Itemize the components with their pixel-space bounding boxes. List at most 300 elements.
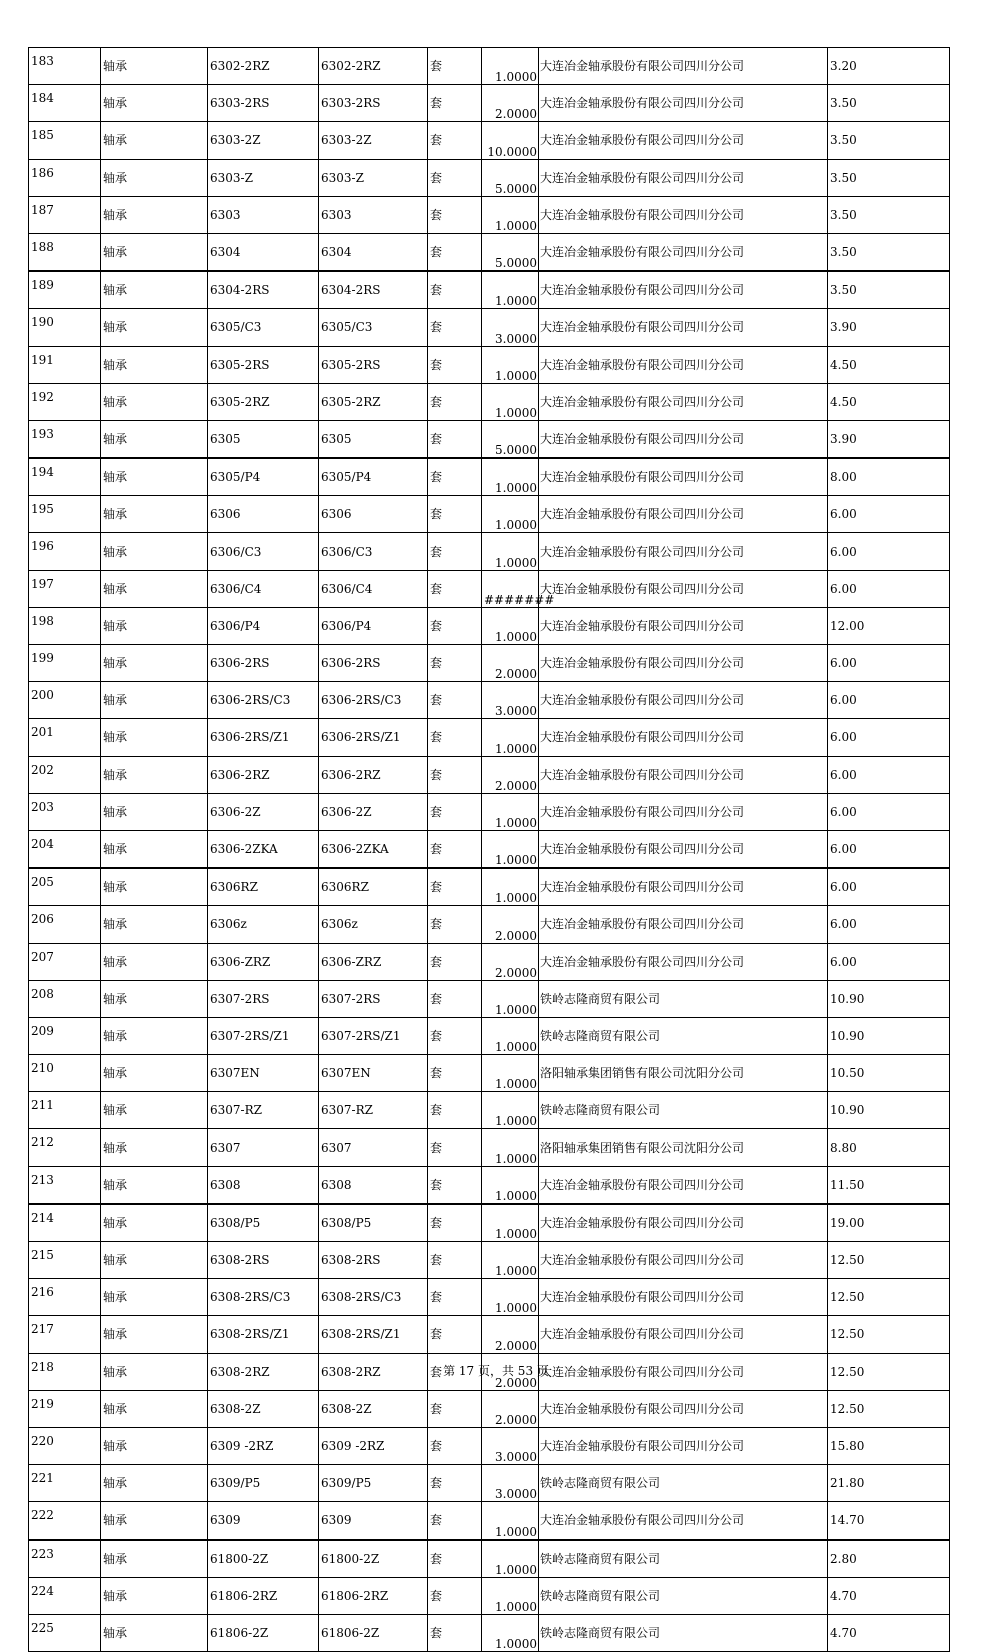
unit-price-cell: 4.70 — [828, 1577, 950, 1614]
spec-cell: 6303-2Z — [208, 122, 319, 159]
unit-price-cell: 4.70 — [828, 1614, 950, 1651]
unit-price-cell: 10.90 — [828, 1017, 950, 1054]
item-name-cell: 轴承 — [101, 496, 208, 533]
spec-cell: 6306/C4 — [208, 570, 319, 607]
item-name-cell: 轴承 — [101, 85, 208, 122]
row-number-cell: 189 — [29, 271, 101, 309]
quantity-cell: 1.0000 — [482, 1204, 539, 1242]
spec-cell: 6309 -2RZ — [208, 1427, 319, 1464]
model-cell: 6306RZ — [319, 868, 428, 906]
unit-price-cell: 10.50 — [828, 1055, 950, 1092]
row-number-cell: 216 — [29, 1279, 101, 1316]
quantity-cell: 3.0000 — [482, 1427, 539, 1464]
table-row — [29, 682, 950, 719]
item-name-cell: 轴承 — [101, 682, 208, 719]
item-name-cell: 轴承 — [101, 159, 208, 196]
supplier-cell: 大连冶金轴承股份有限公司四川分公司 — [539, 196, 828, 233]
spec-cell: 6306-2Z — [208, 793, 319, 830]
spec-cell: 61800-2Z — [208, 1540, 319, 1578]
model-cell: 6309/P5 — [319, 1465, 428, 1502]
spec-cell: 6307 — [208, 1129, 319, 1166]
table-row — [29, 1055, 950, 1092]
item-name-cell: 轴承 — [101, 1316, 208, 1353]
supplier-cell: 大连冶金轴承股份有限公司四川分公司 — [539, 420, 828, 458]
unit-price-cell: 14.70 — [828, 1502, 950, 1540]
unit-cell: 套 — [428, 607, 482, 644]
model-cell: 6308-2Z — [319, 1390, 428, 1427]
unit-cell: 套 — [428, 271, 482, 309]
quantity-cell: 2.0000 — [482, 1390, 539, 1427]
model-cell: 6306z — [319, 906, 428, 943]
supplier-cell: 大连冶金轴承股份有限公司四川分公司 — [539, 719, 828, 756]
table-row — [29, 1316, 950, 1353]
quantity-cell: 1.0000 — [482, 1129, 539, 1166]
unit-cell: 套 — [428, 1540, 482, 1578]
spec-cell: 6307-2RS/Z1 — [208, 1017, 319, 1054]
unit-cell: 套 — [428, 1129, 482, 1166]
table-row — [29, 1465, 950, 1502]
row-number-cell: 192 — [29, 383, 101, 420]
item-name-cell: 轴承 — [101, 793, 208, 830]
quantity-cell: ####### — [482, 570, 539, 607]
spec-cell: 6307-2RS — [208, 980, 319, 1017]
unit-cell: 套 — [428, 48, 482, 85]
table-row — [29, 607, 950, 644]
item-name-cell: 轴承 — [101, 48, 208, 85]
quantity-cell: 2.0000 — [482, 756, 539, 793]
spec-cell: 61806-2RZ — [208, 1577, 319, 1614]
row-number-cell: 188 — [29, 233, 101, 271]
spec-cell: 6304 — [208, 233, 319, 271]
unit-cell: 套 — [428, 496, 482, 533]
model-cell: 6307 — [319, 1129, 428, 1166]
unit-cell: 套 — [428, 420, 482, 458]
table-row — [29, 48, 950, 85]
model-cell: 6308/P5 — [319, 1204, 428, 1242]
item-name-cell: 轴承 — [101, 830, 208, 868]
table-row — [29, 793, 950, 830]
unit-cell: 套 — [428, 1316, 482, 1353]
row-number-cell: 222 — [29, 1502, 101, 1540]
item-name-cell: 轴承 — [101, 309, 208, 346]
row-number-cell: 214 — [29, 1204, 101, 1242]
model-cell: 6306-ZRZ — [319, 943, 428, 980]
model-cell: 6309 — [319, 1502, 428, 1540]
unit-price-cell: 6.00 — [828, 756, 950, 793]
unit-cell: 套 — [428, 830, 482, 868]
model-cell: 6304-2RS — [319, 271, 428, 309]
model-cell: 6308-2RS — [319, 1242, 428, 1279]
supplier-cell: 大连冶金轴承股份有限公司四川分公司 — [539, 346, 828, 383]
row-number-cell: 186 — [29, 159, 101, 196]
unit-cell: 套 — [428, 756, 482, 793]
supplier-cell: 铁岭志隆商贸有限公司 — [539, 1540, 828, 1578]
item-name-cell: 轴承 — [101, 271, 208, 309]
spec-cell: 6304-2RS — [208, 271, 319, 309]
spec-cell: 6306-2RS — [208, 645, 319, 682]
unit-cell: 套 — [428, 1204, 482, 1242]
row-number-cell: 206 — [29, 906, 101, 943]
quantity-cell: 5.0000 — [482, 420, 539, 458]
table-row — [29, 719, 950, 756]
table-row — [29, 1540, 950, 1578]
row-number-cell: 210 — [29, 1055, 101, 1092]
spec-cell: 6305/C3 — [208, 309, 319, 346]
supplier-cell: 大连冶金轴承股份有限公司四川分公司 — [539, 533, 828, 570]
unit-price-cell: 12.50 — [828, 1353, 950, 1390]
unit-cell: 套 — [428, 122, 482, 159]
table-row — [29, 383, 950, 420]
spec-cell: 6308-2RS/C3 — [208, 1279, 319, 1316]
unit-price-cell: 12.50 — [828, 1316, 950, 1353]
supplier-cell: 大连冶金轴承股份有限公司四川分公司 — [539, 122, 828, 159]
unit-price-cell: 6.00 — [828, 943, 950, 980]
spec-cell: 6306/P4 — [208, 607, 319, 644]
item-name-cell: 轴承 — [101, 980, 208, 1017]
quantity-cell: 1.0000 — [482, 793, 539, 830]
model-cell: 6306/C4 — [319, 570, 428, 607]
quantity-cell: 1.0000 — [482, 1279, 539, 1316]
table-row — [29, 1242, 950, 1279]
unit-cell: 套 — [428, 868, 482, 906]
item-name-cell: 轴承 — [101, 1427, 208, 1464]
supplier-cell: 大连冶金轴承股份有限公司四川分公司 — [539, 793, 828, 830]
row-number-cell: 219 — [29, 1390, 101, 1427]
supplier-cell: 大连冶金轴承股份有限公司四川分公司 — [539, 906, 828, 943]
table-row — [29, 1502, 950, 1540]
row-number-cell: 200 — [29, 682, 101, 719]
table-row — [29, 496, 950, 533]
row-number-cell: 202 — [29, 756, 101, 793]
table-row — [29, 309, 950, 346]
table-row — [29, 570, 950, 607]
row-number-cell: 207 — [29, 943, 101, 980]
unit-cell: 套 — [428, 682, 482, 719]
model-cell: 6307-2RS — [319, 980, 428, 1017]
unit-cell: 套 — [428, 943, 482, 980]
quantity-cell: 10.0000 — [482, 122, 539, 159]
spec-cell: 6308-2RZ — [208, 1353, 319, 1390]
item-name-cell: 轴承 — [101, 1279, 208, 1316]
table-row — [29, 85, 950, 122]
unit-price-cell: 3.50 — [828, 233, 950, 271]
table-row — [29, 1279, 950, 1316]
table-row — [29, 196, 950, 233]
supplier-cell: 铁岭志隆商贸有限公司 — [539, 1092, 828, 1129]
unit-price-cell: 3.50 — [828, 122, 950, 159]
quantity-cell: 2.0000 — [482, 1353, 539, 1390]
table-row — [29, 233, 950, 271]
quantity-cell: 1.0000 — [482, 719, 539, 756]
page-footer: 第 17 页，共 53 页 — [443, 1364, 549, 1378]
unit-price-cell: 3.50 — [828, 271, 950, 309]
spec-cell: 6306-ZRZ — [208, 943, 319, 980]
supplier-cell: 大连冶金轴承股份有限公司四川分公司 — [539, 943, 828, 980]
model-cell: 61806-2Z — [319, 1614, 428, 1651]
quantity-cell: 3.0000 — [482, 309, 539, 346]
unit-price-cell: 6.00 — [828, 496, 950, 533]
item-name-cell: 轴承 — [101, 1166, 208, 1204]
unit-price-cell: 6.00 — [828, 830, 950, 868]
unit-cell: 套 — [428, 1055, 482, 1092]
supplier-cell: 大连冶金轴承股份有限公司四川分公司 — [539, 1316, 828, 1353]
quantity-cell: 1.0000 — [482, 1540, 539, 1578]
model-cell: 6308 — [319, 1166, 428, 1204]
unit-cell: 套 — [428, 1092, 482, 1129]
item-name-cell: 轴承 — [101, 383, 208, 420]
supplier-cell: 大连冶金轴承股份有限公司四川分公司 — [539, 1502, 828, 1540]
spec-cell: 6303-2RS — [208, 85, 319, 122]
spec-cell: 6307-RZ — [208, 1092, 319, 1129]
row-number-cell: 196 — [29, 533, 101, 570]
row-number-cell: 194 — [29, 458, 101, 496]
quantity-cell: 1.0000 — [482, 383, 539, 420]
unit-cell: 套 — [428, 309, 482, 346]
model-cell: 61806-2RZ — [319, 1577, 428, 1614]
table-row — [29, 122, 950, 159]
item-name-cell: 轴承 — [101, 1577, 208, 1614]
quantity-cell: 1.0000 — [482, 533, 539, 570]
unit-price-cell: 3.90 — [828, 309, 950, 346]
unit-price-cell: 6.00 — [828, 793, 950, 830]
item-name-cell: 轴承 — [101, 420, 208, 458]
table-row — [29, 1166, 950, 1204]
item-name-cell: 轴承 — [101, 570, 208, 607]
spec-cell: 6306-2RZ — [208, 756, 319, 793]
row-number-cell: 197 — [29, 570, 101, 607]
unit-price-cell: 15.80 — [828, 1427, 950, 1464]
quantity-cell: 3.0000 — [482, 682, 539, 719]
model-cell: 6306-2Z — [319, 793, 428, 830]
spec-cell: 6309/P5 — [208, 1465, 319, 1502]
item-name-cell: 轴承 — [101, 1017, 208, 1054]
table-row — [29, 1577, 950, 1614]
item-name-cell: 轴承 — [101, 122, 208, 159]
supplier-cell: 大连冶金轴承股份有限公司四川分公司 — [539, 48, 828, 85]
unit-cell: 套 — [428, 196, 482, 233]
table-row — [29, 346, 950, 383]
row-number-cell: 213 — [29, 1166, 101, 1204]
supplier-cell: 大连冶金轴承股份有限公司四川分公司 — [539, 496, 828, 533]
supplier-cell: 大连冶金轴承股份有限公司四川分公司 — [539, 233, 828, 271]
spec-cell: 6308/P5 — [208, 1204, 319, 1242]
model-cell: 6308-2RZ — [319, 1353, 428, 1390]
model-cell: 6306-2RS — [319, 645, 428, 682]
quantity-cell: 2.0000 — [482, 85, 539, 122]
table-body — [29, 48, 950, 1652]
row-number-cell: 201 — [29, 719, 101, 756]
row-number-cell: 190 — [29, 309, 101, 346]
unit-price-cell: 4.50 — [828, 383, 950, 420]
model-cell: 6305/C3 — [319, 309, 428, 346]
quantity-cell: 5.0000 — [482, 159, 539, 196]
supplier-cell: 洛阳轴承集团销售有限公司沈阳分公司 — [539, 1129, 828, 1166]
supplier-cell: 大连冶金轴承股份有限公司四川分公司 — [539, 159, 828, 196]
item-name-cell: 轴承 — [101, 1614, 208, 1651]
unit-price-cell: 6.00 — [828, 868, 950, 906]
item-name-cell: 轴承 — [101, 868, 208, 906]
quantity-cell: 2.0000 — [482, 943, 539, 980]
table-row — [29, 1614, 950, 1651]
item-name-cell: 轴承 — [101, 1390, 208, 1427]
quantity-cell: 2.0000 — [482, 1316, 539, 1353]
supplier-cell: 大连冶金轴承股份有限公司四川分公司 — [539, 1166, 828, 1204]
row-number-cell: 223 — [29, 1540, 101, 1578]
quantity-cell: 1.0000 — [482, 1614, 539, 1651]
unit-cell: 套 — [428, 570, 482, 607]
model-cell: 6306-2RS/C3 — [319, 682, 428, 719]
row-number-cell: 208 — [29, 980, 101, 1017]
spec-cell: 6308-2Z — [208, 1390, 319, 1427]
quantity-cell: 1.0000 — [482, 271, 539, 309]
item-name-cell: 轴承 — [101, 1353, 208, 1390]
unit-price-cell: 3.50 — [828, 159, 950, 196]
table-row — [29, 645, 950, 682]
supplier-cell: 大连冶金轴承股份有限公司四川分公司 — [539, 645, 828, 682]
item-name-cell: 轴承 — [101, 1055, 208, 1092]
unit-cell: 套 — [428, 159, 482, 196]
supplier-cell: 大连冶金轴承股份有限公司四川分公司 — [539, 756, 828, 793]
table-row — [29, 756, 950, 793]
spec-cell: 6302-2RZ — [208, 48, 319, 85]
model-cell: 6306 — [319, 496, 428, 533]
row-number-cell: 224 — [29, 1577, 101, 1614]
table-row — [29, 1092, 950, 1129]
table-row — [29, 458, 950, 496]
unit-cell: 套 — [428, 1279, 482, 1316]
model-cell: 6306-2ZKA — [319, 830, 428, 868]
quantity-cell: 1.0000 — [482, 1502, 539, 1540]
model-cell: 6305/P4 — [319, 458, 428, 496]
row-number-cell: 215 — [29, 1242, 101, 1279]
model-cell: 6306/P4 — [319, 607, 428, 644]
spec-cell: 6306/C3 — [208, 533, 319, 570]
row-number-cell: 204 — [29, 830, 101, 868]
unit-price-cell: 10.90 — [828, 980, 950, 1017]
unit-price-cell: 6.00 — [828, 719, 950, 756]
supplier-cell: 大连冶金轴承股份有限公司四川分公司 — [539, 607, 828, 644]
model-cell: 6306-2RS/Z1 — [319, 719, 428, 756]
quantity-cell: 2.0000 — [482, 906, 539, 943]
unit-cell: 套 — [428, 346, 482, 383]
quantity-cell: 1.0000 — [482, 458, 539, 496]
spec-cell: 6308 — [208, 1166, 319, 1204]
row-number-cell: 195 — [29, 496, 101, 533]
unit-price-cell: 10.90 — [828, 1092, 950, 1129]
supplier-cell: 大连冶金轴承股份有限公司四川分公司 — [539, 1279, 828, 1316]
item-name-cell: 轴承 — [101, 719, 208, 756]
item-name-cell: 轴承 — [101, 1465, 208, 1502]
supplier-cell: 大连冶金轴承股份有限公司四川分公司 — [539, 682, 828, 719]
unit-price-cell: 12.00 — [828, 607, 950, 644]
model-cell: 6302-2RZ — [319, 48, 428, 85]
unit-price-cell: 12.50 — [828, 1242, 950, 1279]
spec-cell: 6305/P4 — [208, 458, 319, 496]
supplier-cell: 铁岭志隆商贸有限公司 — [539, 1017, 828, 1054]
unit-cell: 套 — [428, 1353, 482, 1390]
table-row — [29, 830, 950, 868]
quantity-cell: 1.0000 — [482, 1017, 539, 1054]
table-row — [29, 1204, 950, 1242]
spec-cell: 6303-Z — [208, 159, 319, 196]
row-number-cell: 199 — [29, 645, 101, 682]
table-row — [29, 533, 950, 570]
quantity-cell: 1.0000 — [482, 1092, 539, 1129]
table-row — [29, 943, 950, 980]
spec-cell: 6306RZ — [208, 868, 319, 906]
unit-cell: 套 — [428, 719, 482, 756]
model-cell: 6306-2RZ — [319, 756, 428, 793]
supplier-cell: 大连冶金轴承股份有限公司四川分公司 — [539, 458, 828, 496]
unit-cell: 套 — [428, 458, 482, 496]
unit-price-cell: 12.50 — [828, 1390, 950, 1427]
item-name-cell: 轴承 — [101, 1204, 208, 1242]
unit-price-cell: 21.80 — [828, 1465, 950, 1502]
row-number-cell: 205 — [29, 868, 101, 906]
model-cell: 6305 — [319, 420, 428, 458]
row-number-cell: 198 — [29, 607, 101, 644]
unit-price-cell: 11.50 — [828, 1166, 950, 1204]
table-row — [29, 159, 950, 196]
quantity-cell: 5.0000 — [482, 233, 539, 271]
unit-price-cell: 4.50 — [828, 346, 950, 383]
spec-cell: 6307EN — [208, 1055, 319, 1092]
spec-cell: 6305 — [208, 420, 319, 458]
supplier-cell: 大连冶金轴承股份有限公司四川分公司 — [539, 271, 828, 309]
unit-price-cell: 3.50 — [828, 196, 950, 233]
unit-cell: 套 — [428, 906, 482, 943]
supplier-cell: 洛阳轴承集团销售有限公司沈阳分公司 — [539, 1055, 828, 1092]
item-name-cell: 轴承 — [101, 233, 208, 271]
table-row — [29, 271, 950, 309]
quantity-cell: 1.0000 — [482, 196, 539, 233]
model-cell: 6307EN — [319, 1055, 428, 1092]
unit-price-cell: 6.00 — [828, 906, 950, 943]
model-cell: 6309 -2RZ — [319, 1427, 428, 1464]
supplier-cell: 大连冶金轴承股份有限公司四川分公司 — [539, 1427, 828, 1464]
model-cell: 6305-2RS — [319, 346, 428, 383]
spec-cell: 6308-2RS/Z1 — [208, 1316, 319, 1353]
unit-price-cell: 6.00 — [828, 645, 950, 682]
unit-cell: 套 — [428, 233, 482, 271]
quantity-cell: 1.0000 — [482, 1166, 539, 1204]
supplier-cell: 大连冶金轴承股份有限公司四川分公司 — [539, 1242, 828, 1279]
item-name-cell: 轴承 — [101, 607, 208, 644]
item-name-cell: 轴承 — [101, 1092, 208, 1129]
unit-cell: 套 — [428, 1427, 482, 1464]
item-name-cell: 轴承 — [101, 1540, 208, 1578]
quantity-cell: 1.0000 — [482, 48, 539, 85]
table-row — [29, 868, 950, 906]
item-name-cell: 轴承 — [101, 943, 208, 980]
supplier-cell: 大连冶金轴承股份有限公司四川分公司 — [539, 383, 828, 420]
spec-cell: 61806-2Z — [208, 1614, 319, 1651]
spec-cell: 6306z — [208, 906, 319, 943]
table-row — [29, 1390, 950, 1427]
unit-price-cell: 8.80 — [828, 1129, 950, 1166]
spec-cell: 6308-2RS — [208, 1242, 319, 1279]
spec-cell: 6306-2RS/Z1 — [208, 719, 319, 756]
unit-cell: 套 — [428, 980, 482, 1017]
table-row — [29, 420, 950, 458]
table-row — [29, 906, 950, 943]
item-name-cell: 轴承 — [101, 533, 208, 570]
supplier-cell: 铁岭志隆商贸有限公司 — [539, 980, 828, 1017]
unit-price-cell: 6.00 — [828, 533, 950, 570]
model-cell: 6303-2Z — [319, 122, 428, 159]
table-row — [29, 1427, 950, 1464]
unit-price-cell: 6.00 — [828, 570, 950, 607]
